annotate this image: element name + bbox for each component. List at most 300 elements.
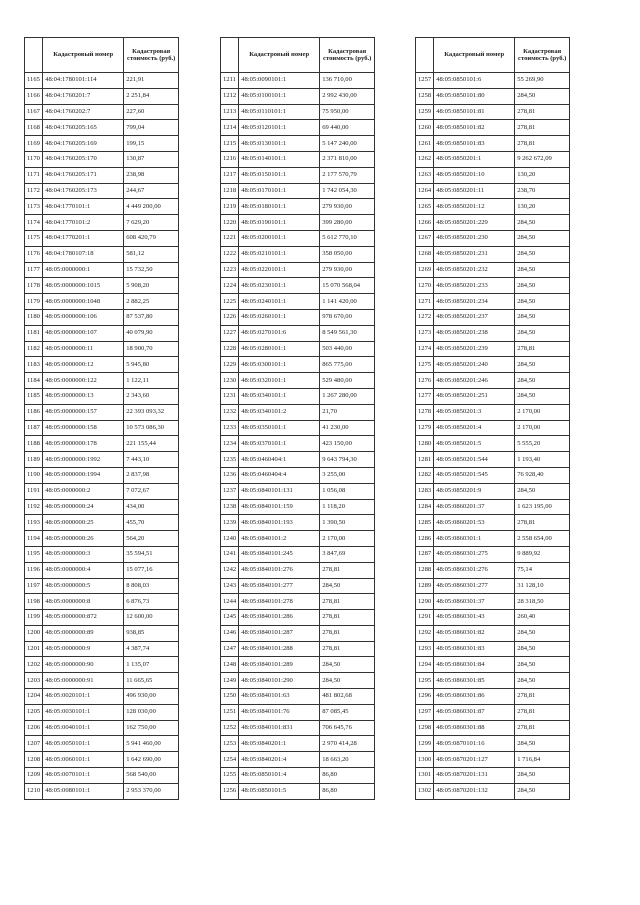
cadastral-value-cell: 284,50 bbox=[515, 262, 570, 278]
table-row bbox=[416, 341, 570, 357]
table-row bbox=[25, 388, 179, 404]
cadastral-number-cell: 48:04:1760205:165 bbox=[43, 120, 124, 136]
cadastral-number-cell: 48:05:0860301:43 bbox=[434, 610, 515, 626]
cadastral-value-cell: 706 645,76 bbox=[320, 720, 375, 736]
cadastral-number-cell: 48:05:0840101:193 bbox=[239, 515, 320, 531]
row-number-cell: 1236 bbox=[221, 467, 239, 483]
cadastral-value-cell: 238,98 bbox=[124, 167, 179, 183]
cadastral-number-cell: 48:05:0860301:275 bbox=[434, 546, 515, 562]
cadastral-value-cell: 7 072,67 bbox=[124, 483, 179, 499]
row-number-cell: 1179 bbox=[25, 294, 43, 310]
table-row bbox=[25, 215, 179, 231]
cadastral-number-cell: 48:05:0000000:24 bbox=[43, 499, 124, 515]
cadastral-number-cell: 48:05:0850201:238 bbox=[434, 325, 515, 341]
row-number-cell: 1285 bbox=[416, 515, 434, 531]
cadastral-value-cell: 15 732,50 bbox=[124, 262, 179, 278]
cadastral-value-cell: 284,50 bbox=[320, 578, 375, 594]
row-number-cell: 1287 bbox=[416, 546, 434, 562]
row-number-cell: 1198 bbox=[25, 594, 43, 610]
row-number-cell: 1214 bbox=[221, 120, 239, 136]
row-number-cell: 1173 bbox=[25, 199, 43, 215]
cadastral-value-cell: 130,87 bbox=[124, 151, 179, 167]
table-row bbox=[221, 278, 375, 294]
cadastral-value-cell: 40 079,90 bbox=[124, 325, 179, 341]
row-number-cell: 1180 bbox=[25, 309, 43, 325]
row-number-cell: 1226 bbox=[221, 309, 239, 325]
table-row bbox=[416, 467, 570, 483]
row-number-cell: 1232 bbox=[221, 404, 239, 420]
cadastral-value-cell: 18 900,70 bbox=[124, 341, 179, 357]
table-row bbox=[416, 183, 570, 199]
cadastral-number-cell: 48:05:0000000:13 bbox=[43, 388, 124, 404]
table-row bbox=[416, 294, 570, 310]
table-row bbox=[25, 199, 179, 215]
cadastral-number-cell: 48:05:0840101:277 bbox=[239, 578, 320, 594]
cadastral-number-cell: 48:05:0870201:127 bbox=[434, 752, 515, 768]
cadastral-number-cell: 48:05:0860301:37 bbox=[434, 594, 515, 610]
cadastral-value-cell: 31 128,10 bbox=[515, 578, 570, 594]
cadastral-number-cell: 48:05:0060101:1 bbox=[43, 752, 124, 768]
row-number-cell: 1172 bbox=[25, 183, 43, 199]
cadastral-value-cell: 284,50 bbox=[515, 325, 570, 341]
cadastral-number-cell: 48:04:1780101:114 bbox=[43, 73, 124, 89]
row-number-cell: 1219 bbox=[221, 199, 239, 215]
cadastral-value-cell: 1 642 690,00 bbox=[124, 752, 179, 768]
row-number-cell: 1165 bbox=[25, 73, 43, 89]
row-number-cell: 1299 bbox=[416, 736, 434, 752]
cadastral-value-cell: 481 802,68 bbox=[320, 689, 375, 705]
cadastral-value-cell: 284,50 bbox=[515, 215, 570, 231]
cadastral-value-cell: 278,81 bbox=[515, 704, 570, 720]
row-number-cell: 1242 bbox=[221, 562, 239, 578]
row-number-header bbox=[416, 38, 434, 73]
table-row bbox=[416, 215, 570, 231]
cadastral-value-cell: 938,85 bbox=[124, 625, 179, 641]
table-row bbox=[221, 657, 375, 673]
row-number-cell: 1190 bbox=[25, 467, 43, 483]
cadastral-value-cell: 529 480,00 bbox=[320, 373, 375, 389]
cadastral-value-cell: 12 600,00 bbox=[124, 610, 179, 626]
row-number-cell: 1211 bbox=[221, 73, 239, 89]
cadastral-value-cell: 7 443,10 bbox=[124, 452, 179, 468]
row-number-cell: 1169 bbox=[25, 136, 43, 152]
table-row bbox=[416, 262, 570, 278]
row-number-cell: 1277 bbox=[416, 388, 434, 404]
table-row bbox=[416, 278, 570, 294]
cadastral-value-cell: 28 318,50 bbox=[515, 594, 570, 610]
cadastral-value-cell: 244,67 bbox=[124, 183, 179, 199]
cadastral-number-cell: 48:05:0850201:251 bbox=[434, 388, 515, 404]
cadastral-number-cell: 48:05:0870201:131 bbox=[434, 768, 515, 784]
row-number-cell: 1254 bbox=[221, 752, 239, 768]
cadastral-value-cell: 41 230,00 bbox=[320, 420, 375, 436]
row-number-cell: 1238 bbox=[221, 499, 239, 515]
cadastral-number-cell: 48:05:0860301:276 bbox=[434, 562, 515, 578]
row-number-cell: 1291 bbox=[416, 610, 434, 626]
row-number-cell: 1185 bbox=[25, 388, 43, 404]
row-number-cell: 1222 bbox=[221, 246, 239, 262]
table-row bbox=[416, 752, 570, 768]
row-number-cell: 1233 bbox=[221, 420, 239, 436]
cadastral-value-cell: 221 155,44 bbox=[124, 436, 179, 452]
header-row bbox=[25, 38, 179, 73]
row-number-cell: 1194 bbox=[25, 531, 43, 547]
cadastral-number-cell: 48:05:0000000:157 bbox=[43, 404, 124, 420]
cadastral-number-cell: 48:04:1760205:171 bbox=[43, 167, 124, 183]
cadastral-table-2 bbox=[220, 37, 375, 800]
row-number-cell: 1237 bbox=[221, 483, 239, 499]
cadastral-value-cell: 865 775,00 bbox=[320, 357, 375, 373]
row-number-cell: 1182 bbox=[25, 341, 43, 357]
cadastral-value-cell: 284,50 bbox=[515, 294, 570, 310]
cadastral-value-cell: 1 390,50 bbox=[320, 515, 375, 531]
cadastral-value-cell: 128 030,00 bbox=[124, 704, 179, 720]
cadastral-number-cell: 48:04:1760201:7 bbox=[43, 88, 124, 104]
table-row bbox=[221, 151, 375, 167]
cadastral-number-cell: 48:05:0850201:239 bbox=[434, 341, 515, 357]
cadastral-value-cell: 278,81 bbox=[320, 641, 375, 657]
row-number-cell: 1271 bbox=[416, 294, 434, 310]
cadastral-value-cell: 278,81 bbox=[515, 689, 570, 705]
table-row bbox=[221, 768, 375, 784]
row-number-cell: 1170 bbox=[25, 151, 43, 167]
cadastral-number-cell: 48:04:1780107:18 bbox=[43, 246, 124, 262]
cadastral-number-cell: 48:05:0850201:544 bbox=[434, 452, 515, 468]
cadastral-value-cell: 3 255,00 bbox=[320, 467, 375, 483]
cadastral-value-cell: 423 150,00 bbox=[320, 436, 375, 452]
table-row bbox=[221, 736, 375, 752]
table-row bbox=[416, 594, 570, 610]
row-number-cell: 1295 bbox=[416, 673, 434, 689]
cadastral-value-cell: 1 716,84 bbox=[515, 752, 570, 768]
table-row bbox=[221, 73, 375, 89]
table-row bbox=[416, 436, 570, 452]
cadastral-number-cell: 48:05:0860301:86 bbox=[434, 689, 515, 705]
row-number-cell: 1195 bbox=[25, 546, 43, 562]
row-number-cell: 1188 bbox=[25, 436, 43, 452]
table-row bbox=[221, 262, 375, 278]
row-number-cell: 1227 bbox=[221, 325, 239, 341]
row-number-cell: 1293 bbox=[416, 641, 434, 657]
cadastral-number-cell: 48:05:0840201:4 bbox=[239, 752, 320, 768]
table-row bbox=[25, 531, 179, 547]
cadastral-number-cell: 48:05:0860201:53 bbox=[434, 515, 515, 531]
table-row bbox=[25, 783, 179, 799]
cadastral-value-cell: 284,50 bbox=[320, 657, 375, 673]
cadastral-value-cell: 284,50 bbox=[515, 357, 570, 373]
table-row bbox=[221, 499, 375, 515]
row-number-cell: 1244 bbox=[221, 594, 239, 610]
cadastral-number-cell: 48:05:0000000:1994 bbox=[43, 467, 124, 483]
cadastral-number-cell: 48:05:0850201:1 bbox=[434, 151, 515, 167]
cadastral-number-cell: 48:05:0210101:1 bbox=[239, 246, 320, 262]
row-number-cell: 1249 bbox=[221, 673, 239, 689]
cadastral-number-cell: 48:05:0020101:1 bbox=[43, 689, 124, 705]
cadastral-value-cell: 279 930,00 bbox=[320, 199, 375, 215]
table-row bbox=[221, 230, 375, 246]
cadastral-number-cell: 48:05:0850201:229 bbox=[434, 215, 515, 231]
cadastral-number-cell: 48:05:0000000:178 bbox=[43, 436, 124, 452]
row-number-cell: 1301 bbox=[416, 768, 434, 784]
table-row bbox=[221, 120, 375, 136]
table-row bbox=[416, 515, 570, 531]
table-row bbox=[221, 357, 375, 373]
cadastral-number-cell: 48:05:0000000:8 bbox=[43, 594, 124, 610]
row-number-cell: 1207 bbox=[25, 736, 43, 752]
table-row bbox=[416, 136, 570, 152]
row-number-cell: 1294 bbox=[416, 657, 434, 673]
table-row bbox=[25, 230, 179, 246]
header-row bbox=[416, 38, 570, 73]
row-number-cell: 1257 bbox=[416, 73, 434, 89]
table-row bbox=[25, 562, 179, 578]
table-row bbox=[416, 531, 570, 547]
cadastral-value-cell: 2 343,60 bbox=[124, 388, 179, 404]
table-row bbox=[221, 167, 375, 183]
table-row bbox=[416, 673, 570, 689]
row-number-cell: 1196 bbox=[25, 562, 43, 578]
table-row bbox=[416, 641, 570, 657]
cadastral-number-cell: 48:05:0000000:90 bbox=[43, 657, 124, 673]
table-row bbox=[416, 357, 570, 373]
cadastral-value-cell: 130,20 bbox=[515, 167, 570, 183]
cadastral-value-cell: 5 147 240,00 bbox=[320, 136, 375, 152]
row-number-cell: 1217 bbox=[221, 167, 239, 183]
cadastral-value-cell: 10 573 086,30 bbox=[124, 420, 179, 436]
cadastral-number-cell: 48:05:0350101:1 bbox=[239, 420, 320, 436]
row-number-cell: 1270 bbox=[416, 278, 434, 294]
cadastral-table-3 bbox=[415, 37, 570, 800]
cadastral-number-cell: 48:05:0070101:1 bbox=[43, 768, 124, 784]
row-number-cell: 1297 bbox=[416, 704, 434, 720]
cadastral-value-cell: 358 050,00 bbox=[320, 246, 375, 262]
row-number-cell: 1239 bbox=[221, 515, 239, 531]
row-number-cell: 1258 bbox=[416, 88, 434, 104]
cadastral-value-cell: 284,50 bbox=[515, 278, 570, 294]
table-row bbox=[221, 594, 375, 610]
row-number-cell: 1231 bbox=[221, 388, 239, 404]
cadastral-value-cell: 568 540,00 bbox=[124, 768, 179, 784]
row-number-cell: 1208 bbox=[25, 752, 43, 768]
row-number-cell: 1189 bbox=[25, 452, 43, 468]
table-row bbox=[416, 499, 570, 515]
table-row bbox=[221, 420, 375, 436]
table-row bbox=[25, 136, 179, 152]
cadastral-number-cell: 48:05:0860301:82 bbox=[434, 625, 515, 641]
cadastral-number-cell: 48:05:0860201:37 bbox=[434, 499, 515, 515]
cadastral-value-cell: 221,91 bbox=[124, 73, 179, 89]
table-row bbox=[25, 73, 179, 89]
table-row bbox=[221, 199, 375, 215]
cadastral-value-cell: 284,50 bbox=[515, 768, 570, 784]
row-number-cell: 1262 bbox=[416, 151, 434, 167]
cadastral-number-cell: 48:05:0260101:1 bbox=[239, 309, 320, 325]
cadastral-value-cell: 284,50 bbox=[515, 88, 570, 104]
cadastral-value-cell: 1 193,40 bbox=[515, 452, 570, 468]
row-number-cell: 1201 bbox=[25, 641, 43, 657]
row-number-cell: 1273 bbox=[416, 325, 434, 341]
cadastral-number-cell: 48:05:0050101:1 bbox=[43, 736, 124, 752]
cadastral-value-cell: 608 420,79 bbox=[124, 230, 179, 246]
cadastral-number-cell: 48:05:0850101:4 bbox=[239, 768, 320, 784]
cadastral-number-cell: 48:05:0000000:5 bbox=[43, 578, 124, 594]
table-row bbox=[221, 720, 375, 736]
cadastral-value-cell: 284,50 bbox=[515, 388, 570, 404]
table-row bbox=[25, 467, 179, 483]
cadastral-number-cell: 48:05:0860301:83 bbox=[434, 641, 515, 657]
table-row bbox=[221, 783, 375, 799]
table-row bbox=[416, 199, 570, 215]
cadastral-value-cell: 278,81 bbox=[320, 594, 375, 610]
table-row bbox=[221, 246, 375, 262]
row-number-cell: 1177 bbox=[25, 262, 43, 278]
table-row bbox=[416, 373, 570, 389]
table-row bbox=[416, 736, 570, 752]
cadastral-number-cell: 48:05:0000000:1 bbox=[43, 262, 124, 278]
table-row bbox=[416, 309, 570, 325]
row-number-cell: 1251 bbox=[221, 704, 239, 720]
table-row bbox=[25, 325, 179, 341]
table-row bbox=[221, 578, 375, 594]
row-number-cell: 1205 bbox=[25, 704, 43, 720]
table-row bbox=[221, 562, 375, 578]
table-row bbox=[416, 230, 570, 246]
cadastral-number-cell: 48:04:1760205:169 bbox=[43, 136, 124, 152]
row-number-cell: 1176 bbox=[25, 246, 43, 262]
row-number-cell: 1290 bbox=[416, 594, 434, 610]
cadastral-number-cell: 48:05:0850201:9 bbox=[434, 483, 515, 499]
cadastral-value-cell: 8 549 561,30 bbox=[320, 325, 375, 341]
cadastral-value-cell: 284,50 bbox=[320, 673, 375, 689]
row-number-cell: 1284 bbox=[416, 499, 434, 515]
cadastral-value-cell: 1 122,11 bbox=[124, 373, 179, 389]
cadastral-number-cell: 48:05:0850201:10 bbox=[434, 167, 515, 183]
row-number-cell: 1281 bbox=[416, 452, 434, 468]
table-row bbox=[25, 546, 179, 562]
table-row bbox=[221, 515, 375, 531]
cadastral-value-cell: 284,50 bbox=[515, 641, 570, 657]
table-row bbox=[25, 88, 179, 104]
cadastral-number-cell: 48:05:0850201:237 bbox=[434, 309, 515, 325]
table-row bbox=[416, 483, 570, 499]
row-number-cell: 1245 bbox=[221, 610, 239, 626]
row-number-header bbox=[221, 38, 239, 73]
row-number-cell: 1296 bbox=[416, 689, 434, 705]
cadastral-number-cell: 48:05:0840101:63 bbox=[239, 689, 320, 705]
row-number-cell: 1197 bbox=[25, 578, 43, 594]
table-row bbox=[25, 689, 179, 705]
row-number-cell: 1250 bbox=[221, 689, 239, 705]
table-row bbox=[221, 641, 375, 657]
cadastral-number-cell: 48:05:0180101:1 bbox=[239, 199, 320, 215]
cadastral-number-cell: 48:05:0000000:11 bbox=[43, 341, 124, 357]
row-number-cell: 1253 bbox=[221, 736, 239, 752]
cadastral-number-cell: 48:05:0300101:1 bbox=[239, 357, 320, 373]
cadastral-number-cell: 48:05:0850201:246 bbox=[434, 373, 515, 389]
cadastral-value-cell: 799,04 bbox=[124, 120, 179, 136]
row-number-cell: 1209 bbox=[25, 768, 43, 784]
cadastral-number-cell: 48:05:0460404:1 bbox=[239, 452, 320, 468]
cadastral-number-cell: 48:05:0860301:277 bbox=[434, 578, 515, 594]
table-row bbox=[416, 783, 570, 799]
row-number-cell: 1280 bbox=[416, 436, 434, 452]
cadastral-value-cell: 238,70 bbox=[515, 183, 570, 199]
table-row bbox=[25, 704, 179, 720]
cadastral-number-cell: 48:05:0000000:89 bbox=[43, 625, 124, 641]
table-row bbox=[416, 452, 570, 468]
cadastral-value-cell: 1 267 280,00 bbox=[320, 388, 375, 404]
cadastral-value-cell: 75 950,00 bbox=[320, 104, 375, 120]
row-number-cell: 1266 bbox=[416, 215, 434, 231]
cadastral-value-cell: 1 135,07 bbox=[124, 657, 179, 673]
cadastral-number-cell: 48:05:0280101:1 bbox=[239, 341, 320, 357]
cadastral-value-cell: 260,40 bbox=[515, 610, 570, 626]
cadastral-number-cell: 48:05:0130101:1 bbox=[239, 136, 320, 152]
cadastral-value-cell: 15 070 568,04 bbox=[320, 278, 375, 294]
cadastral-value-cell: 1 056,08 bbox=[320, 483, 375, 499]
table-row bbox=[416, 325, 570, 341]
table-row bbox=[25, 625, 179, 641]
table-row bbox=[416, 625, 570, 641]
cadastral-value-cell: 136 710,00 bbox=[320, 73, 375, 89]
row-number-cell: 1174 bbox=[25, 215, 43, 231]
table-row bbox=[221, 467, 375, 483]
table-row bbox=[25, 104, 179, 120]
row-number-cell: 1247 bbox=[221, 641, 239, 657]
cadastral-number-cell: 48:05:0090101:1 bbox=[239, 73, 320, 89]
cadastral-number-cell: 48:05:0860301:85 bbox=[434, 673, 515, 689]
cadastral-value-cell: 87 537,80 bbox=[124, 309, 179, 325]
row-number-cell: 1203 bbox=[25, 673, 43, 689]
table-row bbox=[25, 436, 179, 452]
row-number-cell: 1187 bbox=[25, 420, 43, 436]
cadastral-number-cell: 48:05:0000000:122 bbox=[43, 373, 124, 389]
row-number-cell: 1286 bbox=[416, 531, 434, 547]
cadastral-number-cell: 48:05:0870201:132 bbox=[434, 783, 515, 799]
cadastral-value-cell: 6 876,73 bbox=[124, 594, 179, 610]
cadastral-number-cell: 48:04:1760202:7 bbox=[43, 104, 124, 120]
cadastral-number-cell: 48:04:1760205:170 bbox=[43, 151, 124, 167]
table-row bbox=[221, 610, 375, 626]
cadastral-value-cell: 22 393 093,32 bbox=[124, 404, 179, 420]
row-number-cell: 1255 bbox=[221, 768, 239, 784]
table-row bbox=[25, 341, 179, 357]
cadastral-number-cell: 48:05:0840101:2 bbox=[239, 531, 320, 547]
cadastral-value-cell: 434,00 bbox=[124, 499, 179, 515]
table-row bbox=[221, 752, 375, 768]
cadastral-number-cell: 48:05:0190101:1 bbox=[239, 215, 320, 231]
cadastral-number-cell: 48:05:0840101:287 bbox=[239, 625, 320, 641]
cadastral-value-cell: 399 280,00 bbox=[320, 215, 375, 231]
cadastral-number-cell: 48:05:0840101:131 bbox=[239, 483, 320, 499]
row-number-cell: 1234 bbox=[221, 436, 239, 452]
cadastral-value-cell: 76 928,40 bbox=[515, 467, 570, 483]
cadastral-number-cell: 48:05:0000000:2 bbox=[43, 483, 124, 499]
row-number-cell: 1181 bbox=[25, 325, 43, 341]
cadastral-value-cell: 278,81 bbox=[515, 136, 570, 152]
table-row bbox=[25, 278, 179, 294]
cadastral-value-cell: 1 742 054,30 bbox=[320, 183, 375, 199]
row-number-cell: 1224 bbox=[221, 278, 239, 294]
cadastral-value-cell: 278,81 bbox=[515, 341, 570, 357]
cadastral-value-cell: 284,50 bbox=[515, 736, 570, 752]
cadastral-number-cell: 48:05:0370101:1 bbox=[239, 436, 320, 452]
cadastral-value-cell: 162 750,00 bbox=[124, 720, 179, 736]
table-row bbox=[221, 483, 375, 499]
row-number-cell: 1248 bbox=[221, 657, 239, 673]
cadastral-value-cell: 278,81 bbox=[320, 610, 375, 626]
cadastral-number-cell: 48:05:0840101:289 bbox=[239, 657, 320, 673]
